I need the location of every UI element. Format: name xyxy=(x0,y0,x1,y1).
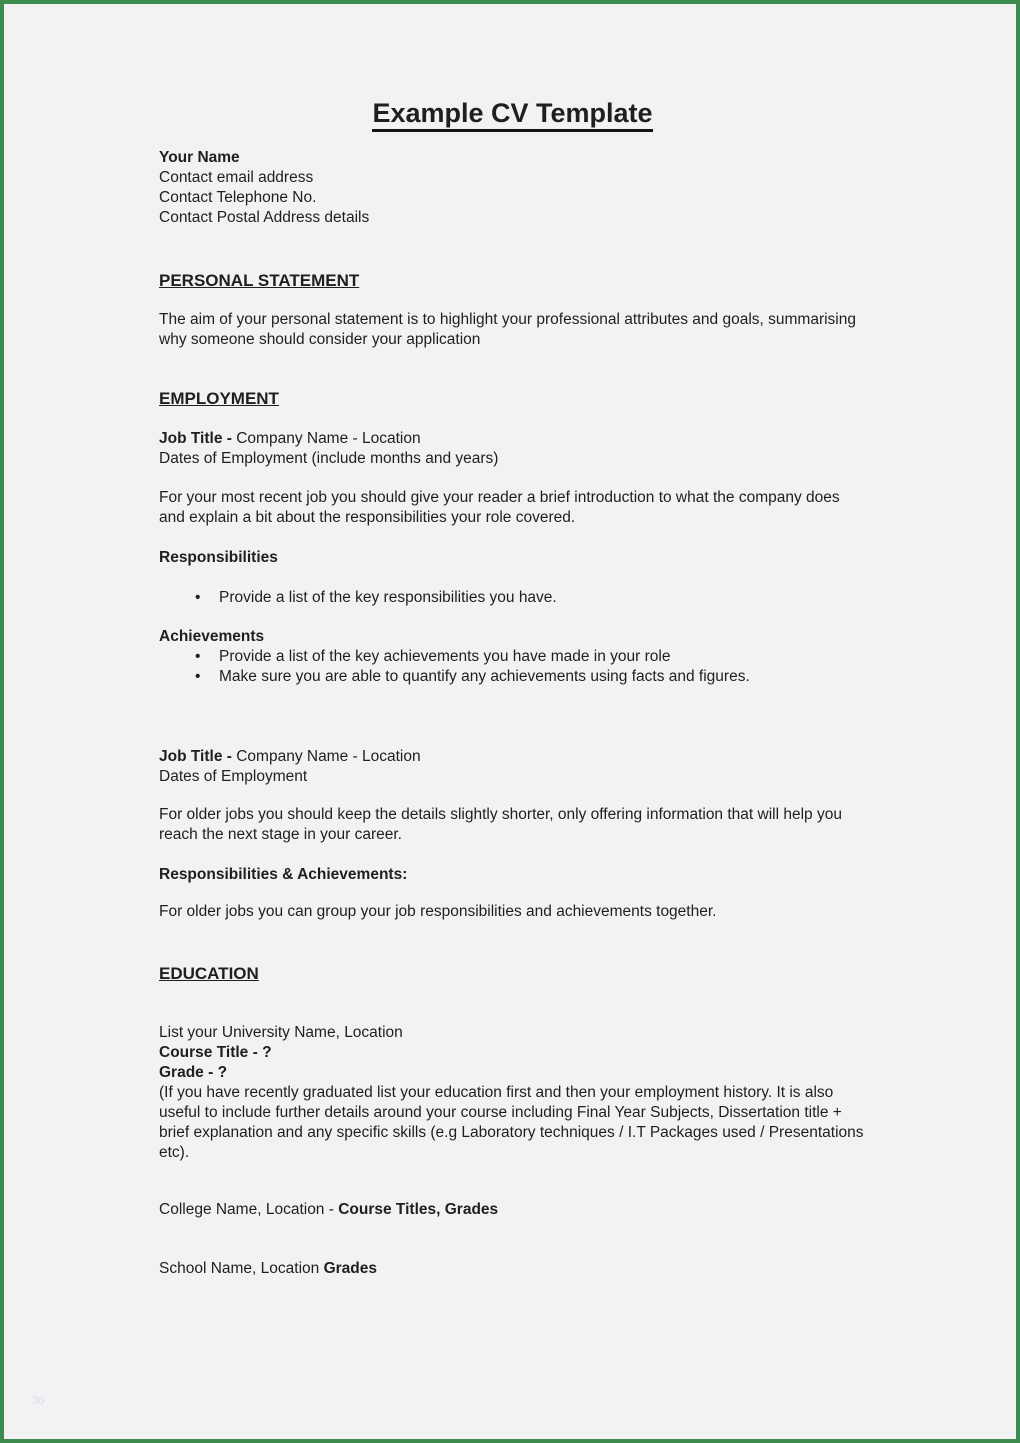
page-title xyxy=(159,98,866,132)
college-line xyxy=(159,1200,866,1220)
school-line-bold: Grades xyxy=(323,1260,377,1277)
page-title-text: Example CV Template xyxy=(372,98,652,132)
job1-achievements-list xyxy=(159,647,866,687)
education-university-block xyxy=(159,1023,866,1163)
job1-title-rest: Company Name - Location xyxy=(231,430,421,447)
contact-block xyxy=(159,148,866,228)
section-heading-personal-statement: PERSONAL STATEMENT xyxy=(159,271,360,290)
job2-resp-ach-heading: Responsibilities & Achievements: xyxy=(159,866,408,883)
job2-intro: For older jobs you should keep the details slightly shorter, only offering information that will help you reach the next stage in your career. xyxy=(159,806,842,843)
page-number: 30 xyxy=(32,1395,45,1407)
section-heading-education: EDUCATION xyxy=(159,964,259,983)
contact-address: Contact Postal Address details xyxy=(159,209,370,226)
job1-title-line xyxy=(159,429,866,449)
university-line: List your University Name, Location xyxy=(159,1024,403,1041)
job2-header xyxy=(159,747,866,787)
education-note: (If you have recently graduated list your education first and then your employment history. It is also useful to include further details around your course including Final Year Subjects, Dissertation title + brief explanation and any specific skills (e.g Laboratory techniques / I.T Packages used / Presentations etc). xyxy=(159,1084,864,1161)
job1-header xyxy=(159,429,866,469)
job1-dates: Dates of Employment (include months and years) xyxy=(159,450,499,467)
list-item: • Make sure you are able to quantify any achievements using facts and figures. xyxy=(159,667,866,687)
job2-title-rest: Company Name - Location xyxy=(231,748,421,765)
job1-intro: For your most recent job you should give your reader a brief introduction to what the company does and explain a bit about the responsibilities your role covered. xyxy=(159,489,840,526)
school-line xyxy=(159,1259,866,1279)
job1-achievements-heading: Achievements xyxy=(159,628,265,645)
job1-responsibilities-list xyxy=(159,588,866,608)
college-line-regular: College Name, Location - xyxy=(159,1201,339,1218)
job2-title-line xyxy=(159,747,866,767)
list-item: • Provide a list of the key achievements you have made in your role xyxy=(159,647,866,667)
contact-name: Your Name xyxy=(159,149,240,166)
college-line-bold: Course Titles, Grades xyxy=(338,1201,499,1218)
job2-resp-ach-body: For older jobs you can group your job responsibilities and achievements together. xyxy=(159,903,717,920)
job2-title-label: Job Title - xyxy=(159,748,232,765)
contact-email: Contact email address xyxy=(159,169,314,186)
course-title-line: Course Title - ? xyxy=(159,1044,272,1061)
list-item: • Provide a list of the key responsibilities you have. xyxy=(159,588,866,608)
job2-dates: Dates of Employment xyxy=(159,768,308,785)
personal-statement-body: The aim of your personal statement is to highlight your professional attributes and goals, summarising why someone should consider your application xyxy=(159,311,856,348)
contact-phone: Contact Telephone No. xyxy=(159,189,317,206)
job1-responsibilities-heading: Responsibilities xyxy=(159,549,278,566)
grade-line: Grade - ? xyxy=(159,1064,228,1081)
section-heading-employment: EMPLOYMENT xyxy=(159,389,279,408)
job1-title-label: Job Title - xyxy=(159,430,232,447)
school-line-regular: School Name, Location xyxy=(159,1260,324,1277)
